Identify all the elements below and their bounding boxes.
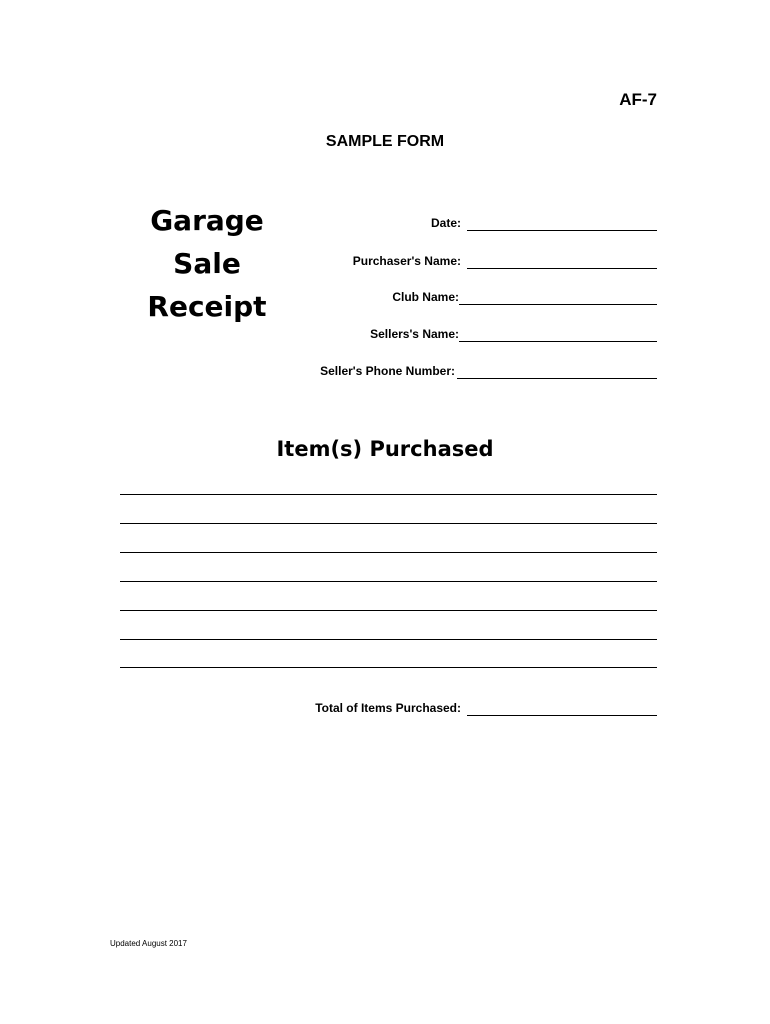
- purchaser-name-label: Purchaser's Name:: [352, 254, 461, 268]
- items-purchased-title: Item(s) Purchased: [276, 437, 494, 461]
- purchaser-name-field: [353, 249, 657, 269]
- receipt-title: [138, 199, 276, 328]
- date-field: [431, 211, 657, 231]
- date-label: Date:: [430, 216, 461, 230]
- club-name-field: [392, 285, 657, 305]
- sellers-name-field: [370, 322, 657, 342]
- club-name-input-line[interactable]: [459, 290, 657, 305]
- sellers-name-label: Sellers's Name:: [370, 327, 459, 341]
- club-name-label: Club Name:: [392, 290, 459, 304]
- item-line[interactable]: [120, 494, 657, 495]
- form-code: AF-7: [619, 90, 657, 109]
- total-items-input-line[interactable]: [467, 701, 657, 716]
- item-line[interactable]: [120, 523, 657, 524]
- seller-phone-field: [320, 359, 657, 379]
- item-line[interactable]: [120, 552, 657, 553]
- item-line[interactable]: [120, 667, 657, 668]
- item-line[interactable]: [120, 610, 657, 611]
- date-input-line[interactable]: [467, 216, 657, 231]
- receipt-title-line-2: Sale: [173, 247, 241, 280]
- item-line[interactable]: [120, 639, 657, 640]
- receipt-title-line-3: Receipt: [147, 290, 267, 323]
- seller-phone-label: Seller's Phone Number:: [320, 364, 455, 378]
- updated-note: Updated August 2017: [110, 939, 187, 948]
- item-line[interactable]: [120, 581, 657, 582]
- sample-form-label: SAMPLE FORM: [325, 133, 445, 150]
- receipt-title-line-1: Garage: [150, 204, 264, 237]
- purchaser-name-input-line[interactable]: [467, 254, 657, 269]
- sellers-name-input-line[interactable]: [459, 327, 657, 342]
- seller-phone-input-line[interactable]: [457, 364, 657, 379]
- total-items-label: Total of Items Purchased:: [315, 701, 461, 715]
- total-items-field: [315, 696, 657, 716]
